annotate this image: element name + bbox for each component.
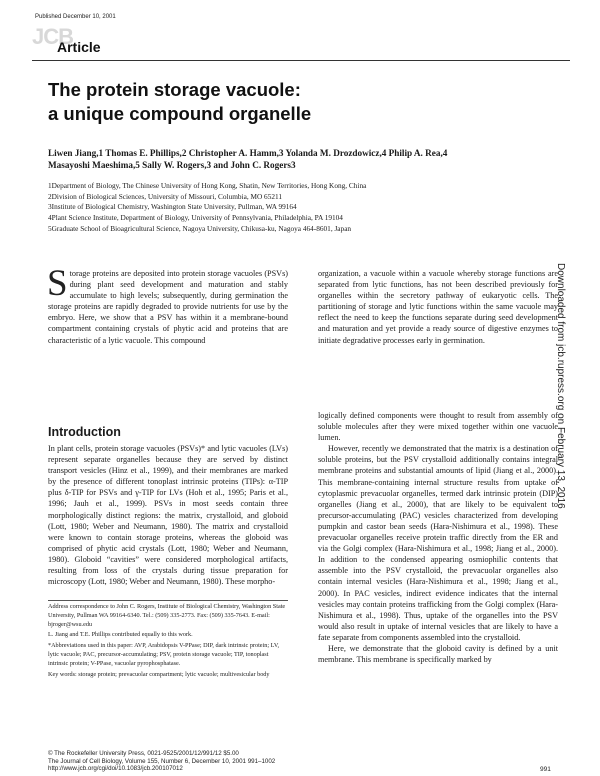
abstract-left-text: torage proteins are deposited into protein storage vacuoles (PSVs) during plant seed development and maturation and stably accumulate to high levels; subsequently, during germination the storage proteins are rapidly degraded to provide nutrients for use by the embryo. Here, we show that a PSV has within it a membrane-bound compartment containing crystals of phytic acid and proteins that are characteristic of a lytic vacuole. This compound — [48, 269, 288, 345]
copyright-block — [48, 750, 448, 773]
affiliation-3: 3Institute of Biological Chemistry, Washington State University, Pullman, WA 99164 — [48, 202, 297, 212]
section-label: Article — [57, 39, 101, 55]
footnote-keywords: Key words: storage protein; prevacuolar compartment; lytic vacuole; multivesicular body — [48, 670, 270, 678]
doi-link[interactable]: http://www.jcb.org/cgi/doi/10.1083/jcb.200107012 — [48, 765, 183, 773]
intro-paragraph-1: logically defined components were thought to result from assembly of soluble molecules after they were mixed together within one vacuole lumen. — [318, 411, 558, 443]
footnote-equal-contribution: L. Jiang and T.E. Phillips contributed equally to this work. — [48, 631, 193, 639]
introduction-left-column: In plant cells, protein storage vacuoles (PSVs)* and lytic vacuoles (LVs) represent separate organelles because they are served by distinct transport vesicles (Hinz et al., 1999), and their membranes are marked by the presence of different tonoplast intrinsic proteins (TIPs): α-TIP plus δ-TIP for PSVs and γ-TIP for LVs (Hoh et al., 1995; Paris et al., 1996; Jauh et al., 1999). PSVs in most seeds contain three morphologically distinct regions: the matrix, crystalloid, and globoid (Lott, 1980; Weber and Neumann, 1980). The matrix and crystalloid were known to contain storage proteins, whereas the globoid was comprised of phytic acid crystals (Lott, 1980; Weber and Neumann, 1980). Globoid “cavities” were considered morphological artifacts, resulting from loss of the crystals during tissue preparation for microscopy (Lott, 1980; Weber and Neumann, 1980). These morpho- — [48, 444, 288, 587]
affiliation-5: 5Graduate School of Bioagricultural Science, Nagoya University, Chikusa-ku, Nagoya 464-8601, Japan — [48, 223, 352, 233]
authors-line-2: Masayoshi Maeshima,5 Sally W. Rogers,3 and John C. Rogers3 — [48, 160, 296, 170]
introduction-right-column — [318, 410, 558, 665]
download-sidebar — [555, 263, 569, 533]
affiliation-1: 1Department of Biology, The Chinese University of Hong Kong, Shatin, New Territories, Hong Kong, China — [48, 181, 367, 190]
abstract-right: organization, a vacuole within a vacuole whereby storage functions are separated from lytic functions, has not been described previously for organelles within the secretory pathway of eukaryotic cells. The partitioning of storage and lytic functions within the same vacuole may reflect the need to keep the functions separate during seed development and maturation and yet provide a ready source of digestive enzymes to initiate degradative processes early in germination. — [318, 269, 558, 345]
introduction-heading: Introduction — [48, 425, 121, 439]
footnote-rule — [48, 600, 288, 601]
copyright-line-1: © The Rockefeller University Press, 0021-9525/2001/12/991/12 $5.00 — [48, 750, 239, 757]
header-rule — [32, 60, 570, 61]
footnotes — [48, 603, 288, 681]
affiliation-2: 2Division of Biological Sciences, University of Missouri, Columbia, MO 65211 — [48, 191, 283, 201]
affiliation-4: 4Plant Science Institute, Department of Biology, University of Pennsylvania, Philadelphia, PA 19104 — [48, 213, 343, 223]
affiliations — [48, 181, 548, 235]
intro-paragraph-2: However, recently we demonstrated that the matrix is a destination of soluble proteins, but the PSV crystalloid additionally contains integral membrane proteins and substantial amounts of lipid (Jiang et al., 2000). This membrane-containing internal structure results from uptake of cytoplasmic prevacuolar organelles, termed dark intrinsic protein (DIP) organelles (Jiang et al., 2000), that are likely to be equivalent to precursor-accumulating (PAC) vesicles characterized from developing pumpkin and castor bean seeds (Hara-Nishimura et al., 1998). These prevacuolar organelles receive protein traffic directly from the ER and via the Golgi complex (Hara-Nishimura et al., 1998; Jiang et al., 2000). In addition to the condensed appearing osmiophilic contents that assemble into the PSV crystalloid, the prevacuolar organelles also contain internal vesicles (Hara-Nishimura et al., 1998; Jiang et al., 2000). In PAC vesicles, indirect evidence indicates that the internal vesicles may contain proteins trafficking from the Golgi complex (Hara-Nishimura et al., 1998). Thus, uptake of the organelles into the PSV would also result in uptake of internal vesicles that are likely to have a fate separate from components assembled into the crystalloid. — [318, 444, 558, 642]
title-line-1: The protein storage vacuole: — [48, 79, 301, 100]
journal-logo: JCB — [32, 24, 74, 49]
abstract-dropcap: S — [47, 263, 68, 304]
download-notice[interactable]: Downloaded from jcb.rupress.org on February 13, 2016 — [555, 263, 566, 509]
footnote-correspondence: Address correspondence to John C. Rogers, Institute of Biological Chemistry, Washington State University, Pullman WA 99164-6340. Tel.: (509) 335-2773. Fax: (509) 335-7643. E-mail: bjroger@wsu.edu — [48, 603, 286, 628]
footnote-abbreviations: *Abbreviations used in this paper: AVP, Arabidopsis V-PPase; DIP, dark intrinsic protein; LV, lytic vacuole; PAC, precursor-accumulating; PSV, protein storage vacuole; TIP, tonoplast intrinsic protein; V-PPase, vacuolar pyrophosphatase. — [48, 642, 280, 667]
intro-paragraph-3: Here, we demonstrate that the globoid cavity is defined by a unit membrane. This membrane is specifically marked by — [318, 643, 558, 665]
author-list — [48, 147, 548, 171]
copyright-line-2: The Journal of Cell Biology, Volume 155, Number 6, December 10, 2001 991–1002 — [48, 757, 276, 765]
published-date: Published December 10, 2001 — [35, 14, 116, 20]
article-title — [48, 78, 311, 126]
abstract-left — [47, 263, 288, 346]
authors-line-1: Liwen Jiang,1 Thomas E. Phillips,2 Christopher A. Hamm,3 Yolanda M. Drozdowicz,4 Philip A. Rea,4 — [48, 148, 448, 158]
title-line-2: a unique compound organelle — [48, 103, 312, 124]
page-number: 991 — [540, 766, 551, 773]
